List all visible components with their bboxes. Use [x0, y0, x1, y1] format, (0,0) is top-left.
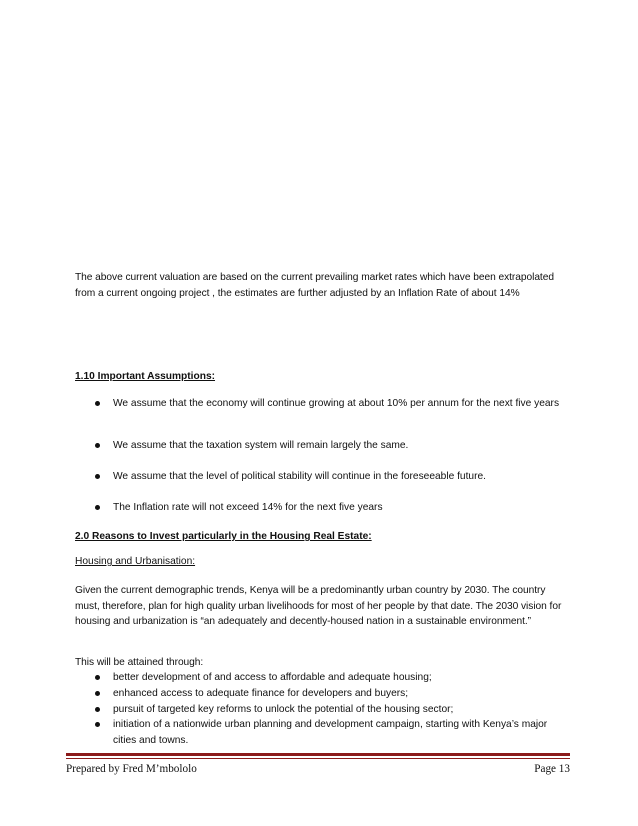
reason-text: better development of and access to affordable and adequate housing; — [113, 672, 432, 683]
attained-intro: This will be attained through: — [75, 657, 204, 668]
demographic-paragraph: Given the current demographic trends, Kenya will be a predominantly urban country by 2030. The country must, therefore, plan for high quality urban livelihoods for most of her people by that date. The 2030 vision for housing and urbanization is “an adequately and decently-housed nation in a sustainable environment.” — [75, 585, 562, 628]
reason-text: enhanced access to adequate finance for developers and buyers; — [113, 688, 409, 699]
bullet-icon — [95, 505, 100, 510]
footer-divider-thin — [66, 758, 570, 759]
bullet-icon — [95, 443, 100, 448]
bullet-icon — [95, 722, 100, 727]
valuation-paragraph: The above current valuation are based on the current prevailing market rates which have been extrapolated from a current ongoing project , the estimates are further adjusted by an Inflation Rate of about 14% — [75, 272, 554, 299]
footer-divider-thick — [66, 753, 570, 756]
reason-text: initiation of a nationwide urban planning and development campaign, starting with Kenya’s major cities and towns. — [113, 719, 548, 746]
assumption-text: We assume that the economy will continue growing at about 10% per annum for the next five years — [113, 398, 560, 409]
bullet-icon — [95, 474, 100, 479]
bullet-icon — [95, 691, 100, 696]
bullet-icon — [95, 401, 100, 406]
housing-subheading: Housing and Urbanisation: — [75, 556, 196, 567]
bullet-icon — [95, 707, 100, 712]
reasons-heading: 2.0 Reasons to Invest particularly in the Housing Real Estate: — [75, 531, 372, 542]
assumption-text: We assume that the taxation system will remain largely the same. — [113, 440, 409, 451]
footer-page-number: Page 13 — [534, 763, 570, 775]
reason-text: pursuit of targeted key reforms to unlock the potential of the housing sector; — [113, 704, 454, 715]
assumption-text: The Inflation rate will not exceed 14% for the next five years — [113, 502, 383, 513]
assumption-text: We assume that the level of political stability will continue in the foreseeable future. — [113, 471, 486, 482]
footer-author: Prepared by Fred M’mbololo — [66, 763, 197, 775]
bullet-icon — [95, 675, 100, 680]
assumptions-heading: 1.10 Important Assumptions: — [75, 371, 216, 382]
